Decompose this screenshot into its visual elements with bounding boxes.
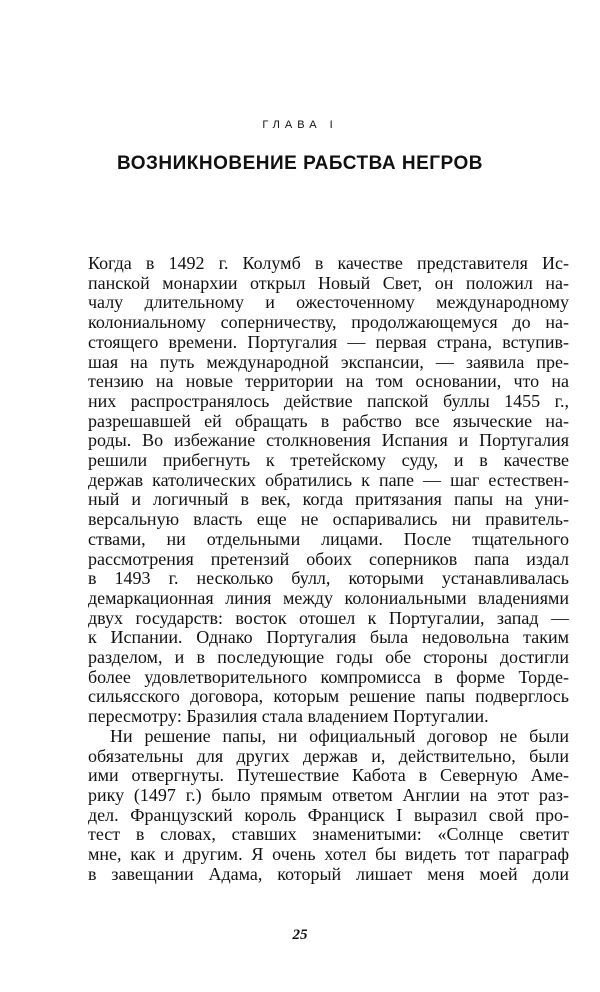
text-line: роды. Во избежание столкновения Испания и Португалия: [88, 430, 569, 451]
text-line: в завещании Адама, который лишает меня моей доли: [88, 863, 569, 884]
text-line: чалу длительному и ожесточенному международному: [88, 292, 569, 313]
text-line: разделом, и в последующие годы обе стороны достигли: [88, 647, 569, 668]
text-line: стоящего времени. Португалия — первая страна, вступив-: [88, 331, 569, 352]
chapter-label: ГЛАВА I: [262, 119, 338, 131]
text-line: дел. Французский король Франциск I выразил свой про-: [88, 804, 569, 825]
text-line: панской монархии открыл Новый Свет, он положил на-: [88, 272, 569, 293]
text-line: демаркационная линия между колониальными владениями: [88, 587, 569, 608]
text-line: них распространялось действие папской буллы 1455 г.,: [88, 390, 569, 411]
text-line: разрешавшей ей обращать в рабство все языческие на-: [88, 410, 569, 431]
text-line: обязательны для других держав и, действительно, были: [88, 745, 569, 766]
body-text: [88, 254, 569, 885]
text-line: мне, как и другим. Я очень хотел бы видеть тот параграф: [88, 844, 569, 865]
text-line: рассмотрения претензий обоих соперников папа издал: [88, 548, 569, 569]
text-line: Когда в 1492 г. Колумб в качестве представителя Ис-: [88, 253, 569, 273]
text-line: к Испании. Однако Португалия была недовольна таким: [88, 627, 569, 648]
text-line: шая на путь международной экспансии, — заявила пре-: [88, 351, 569, 372]
text-line: ими отвергнуты. Путешествие Кабота в Северную Аме-: [88, 765, 569, 786]
text-line: сильясского договора, которым решение папы подверглось: [88, 686, 569, 707]
text-line: ствами, ни отдельными лицами. После тщательного: [88, 528, 569, 549]
text-line: ный и логичный в век, когда притязания папы на уни-: [88, 489, 569, 510]
text-line: пересмотру: Бразилия стала владением Португалии.: [88, 706, 489, 727]
text-line: рику (1497 г.) было прямым ответом Англии на этот раз-: [88, 784, 569, 805]
text-line: версальную власть еще не оспаривались ни правитель-: [88, 509, 569, 530]
text-line: в 1493 г. несколько булл, которыми устанавливалась: [88, 568, 569, 589]
text-line: решили прибегнуть к третейскому суду, и в качестве: [88, 450, 569, 471]
text-line: тест в словах, ставших знаменитыми: «Солнце светит: [88, 824, 569, 845]
page-number: 25: [292, 927, 308, 943]
chapter-title: ВОЗНИКНОВЕНИЕ РАБСТВА НЕГРОВ: [117, 153, 483, 174]
text-line: держав католических обратились к папе — шаг естествен-: [88, 469, 569, 490]
text-line: двух государств: восток отошел к Португалии, запад —: [88, 607, 569, 628]
text-line: колониальному соперничеству, продолжающемуся до на-: [88, 312, 569, 333]
text-line: более удовлетворительного компромисса в форме Торде-: [88, 666, 569, 687]
text-line: тензию на новые территории на том основании, что на: [88, 371, 569, 392]
text-line: Ни решение папы, ни официальный договор не были: [110, 725, 569, 746]
